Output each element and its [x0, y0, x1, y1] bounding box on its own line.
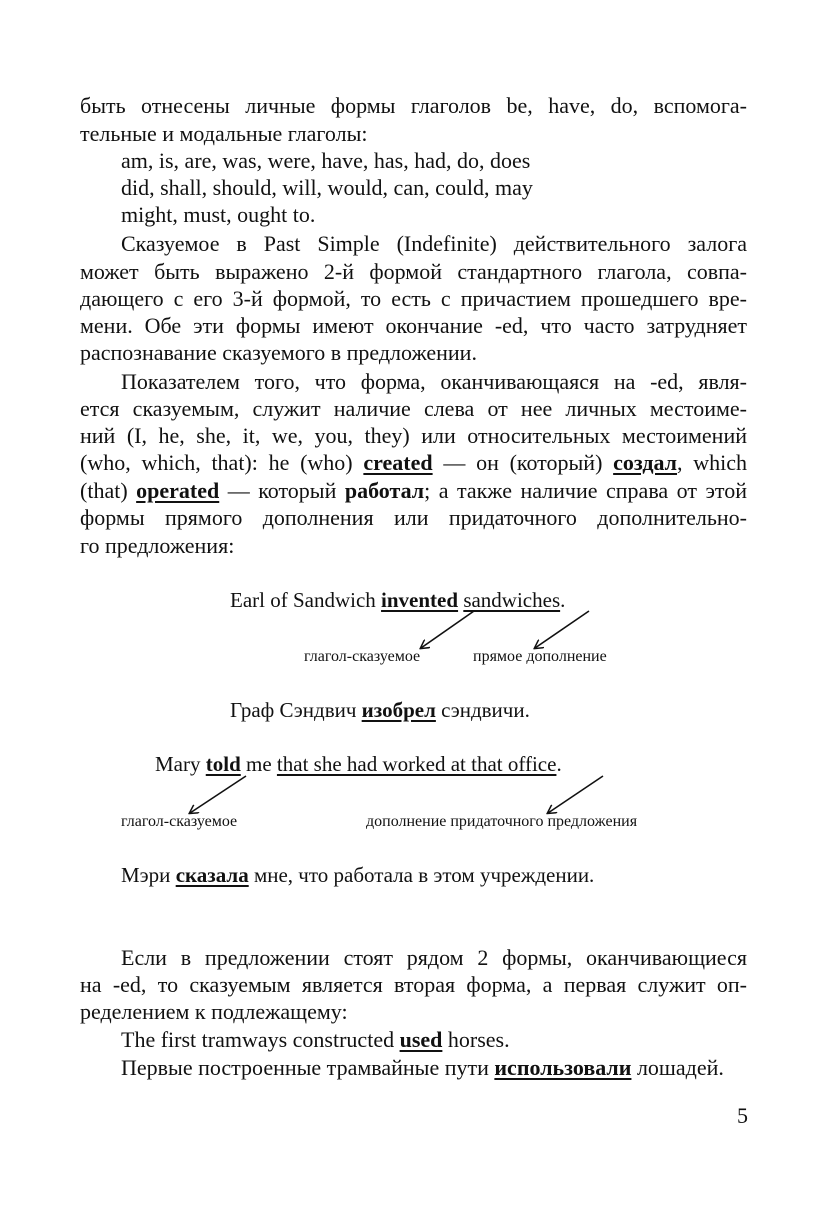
text-line: дающего с его 3-й формой, то есть с причастием прошедшего вре-: [80, 286, 747, 311]
text-span: — который: [227, 478, 337, 503]
text-span: мне, что работала в этом учреждении.: [253, 863, 595, 887]
diagram-label: глагол-сказуемое: [121, 813, 238, 830]
text-line: Если в предложении стоят рядом 2 формы, оканчивающиеся: [121, 945, 747, 970]
text-line: формы прямого дополнения или придаточного дополнительно-: [80, 505, 747, 530]
arrow-line: [421, 611, 474, 648]
emphasis-word: работал: [344, 478, 425, 503]
diagram-label: дополнение придаточного предложения: [366, 813, 638, 830]
text-line: ний (I, he, she, it, we, you, they) или относительных местоимений: [80, 423, 747, 448]
text-span: horses.: [447, 1027, 510, 1052]
text-line: might, must, ought to.: [121, 202, 316, 227]
arrow-line: [548, 776, 603, 813]
text-span: .: [560, 588, 566, 612]
text-line: [121, 1026, 510, 1053]
emphasis-word: создал: [613, 450, 678, 475]
text-line: распознавание сказуемого в предложении.: [80, 340, 477, 365]
text-span: Mary: [155, 752, 201, 776]
underlined-phrase: that she had worked at that office: [276, 752, 557, 776]
text-span: .: [556, 752, 562, 776]
text-span: лошадей.: [636, 1055, 724, 1080]
text-line: am, is, are, was, were, have, has, had, do, does: [121, 148, 531, 173]
emphasis-word: created: [363, 450, 433, 475]
text-span: Первые построенные трамвайные пути: [121, 1055, 489, 1080]
text-span: me: [246, 752, 272, 776]
underlined-phrase: sandwiches: [463, 588, 561, 612]
diagram-label: прямое дополнение: [473, 648, 607, 665]
page-number: 5: [737, 1103, 748, 1128]
text-span: Мэри: [121, 863, 171, 887]
text-span: , which: [677, 450, 748, 475]
text-line: Сказуемое в Past Simple (Indefinite) действительного залога: [121, 231, 747, 256]
emphasis-word: использовали: [494, 1055, 632, 1080]
text-line: Показателем того, что форма, оканчивающаяся на -ed, явля-: [121, 369, 747, 394]
text-line: тельные и модальные глаголы:: [80, 121, 368, 146]
text-span: — он (который): [443, 450, 603, 475]
arrow-line: [535, 611, 589, 648]
text-line: быть отнесены личные формы глаголов be, have, do, вспомога-: [80, 93, 747, 118]
text-line: мени. Обе эти формы имеют окончание -ed, что часто затрудняет: [80, 313, 747, 338]
text-line: ределением к подлежащему:: [80, 999, 348, 1024]
text-line: го предложения:: [80, 533, 235, 558]
emphasis-word: operated: [136, 478, 220, 503]
emphasis-word: used: [399, 1027, 443, 1052]
text-span: Earl of Sandwich: [230, 588, 376, 612]
emphasis-word: invented: [381, 588, 459, 612]
text-line: может быть выражено 2-й формой стандартного глагола, совпа-: [80, 259, 747, 284]
diagram-label: глагол-сказуемое: [304, 648, 421, 665]
text-line: на -ed, то сказуемым является вторая форма, а первая служит оп-: [80, 972, 747, 997]
text-span: сэндвичи.: [441, 698, 530, 722]
text-span: (who, which, that): he (who): [80, 450, 353, 475]
text-span: (that): [80, 478, 128, 503]
text-span: The first tramways constructed: [121, 1027, 395, 1052]
emphasis-word: told: [205, 752, 241, 776]
text-line: did, shall, should, will, would, can, could, may: [121, 175, 533, 200]
text-span: ; а также наличие справа от этой: [424, 478, 747, 503]
text-line: ется сказуемым, служит наличие слева от нее личных местоиме-: [80, 396, 747, 421]
emphasis-word: сказала: [175, 863, 249, 887]
arrow-line: [190, 776, 246, 813]
emphasis-word: изобрел: [361, 698, 436, 722]
text-span: Граф Сэндвич: [230, 698, 357, 722]
text-line: [121, 1054, 724, 1081]
